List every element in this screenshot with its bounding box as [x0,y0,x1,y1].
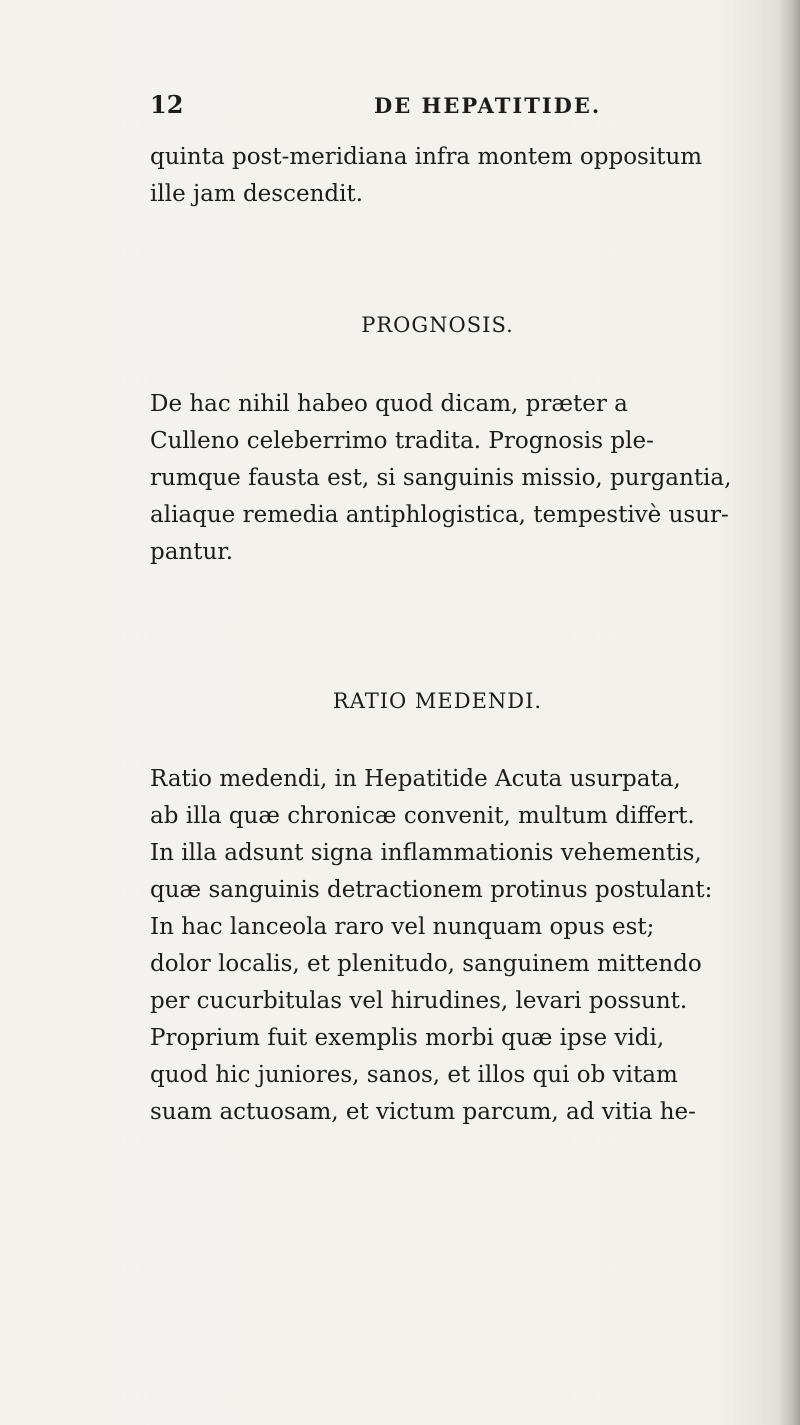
text-line: per cucurbitulas vel hirudines, levari possunt. [150,988,688,1014]
text-line: Culleno celeberrimo tradita. Prognosis ple- [150,428,654,454]
intro-paragraph [150,139,770,213]
text-line: pantur. [150,539,234,565]
text-line: In illa adsunt signa inflammationis vehementis, [150,840,702,866]
text-line: Proprium fuit exemplis morbi quæ ipse vidi, [150,1025,665,1051]
section-heading-prognosis: PROGNOSIS. [361,313,514,337]
section-heading-ratio-medendi: RATIO MEDENDI. [332,689,543,713]
text-line: In hac lanceola raro vel nunquam opus est; [150,914,655,940]
page-header [150,90,710,124]
prognosis-paragraph [150,386,770,571]
text-line: suam actuosam, et victum parcum, ad vitia he- [150,1099,696,1125]
page-number: 12 [150,90,184,119]
text-line: rumque fausta est, si sanguinis missio, purgantia, [150,465,732,491]
text-line: quæ sanguinis detractionem protinus postulant: [150,877,713,903]
page-edge-shadow [778,0,800,1425]
text-line: ille jam descendit. [150,181,364,207]
text-line: De hac nihil habeo quod dicam, præter a [150,391,628,417]
text-line: dolor localis, et plenitudo, sanguinem mittendo [150,951,702,977]
running-head: DE HEPATITIDE. [374,93,602,118]
text-line: quod hic juniores, sanos, et illos qui ob vitam [150,1062,678,1088]
text-line: quinta post-meridiana infra montem oppositum [150,144,703,170]
text-line: Ratio medendi, in Hepatitide Acuta usurpata, [150,766,681,792]
text-line: ab illa quæ chronicæ convenit, multum differt. [150,803,695,829]
text-line: aliaque remedia antiphlogistica, tempestivè usur- [150,502,729,528]
ratio-medendi-paragraph [150,761,770,1131]
